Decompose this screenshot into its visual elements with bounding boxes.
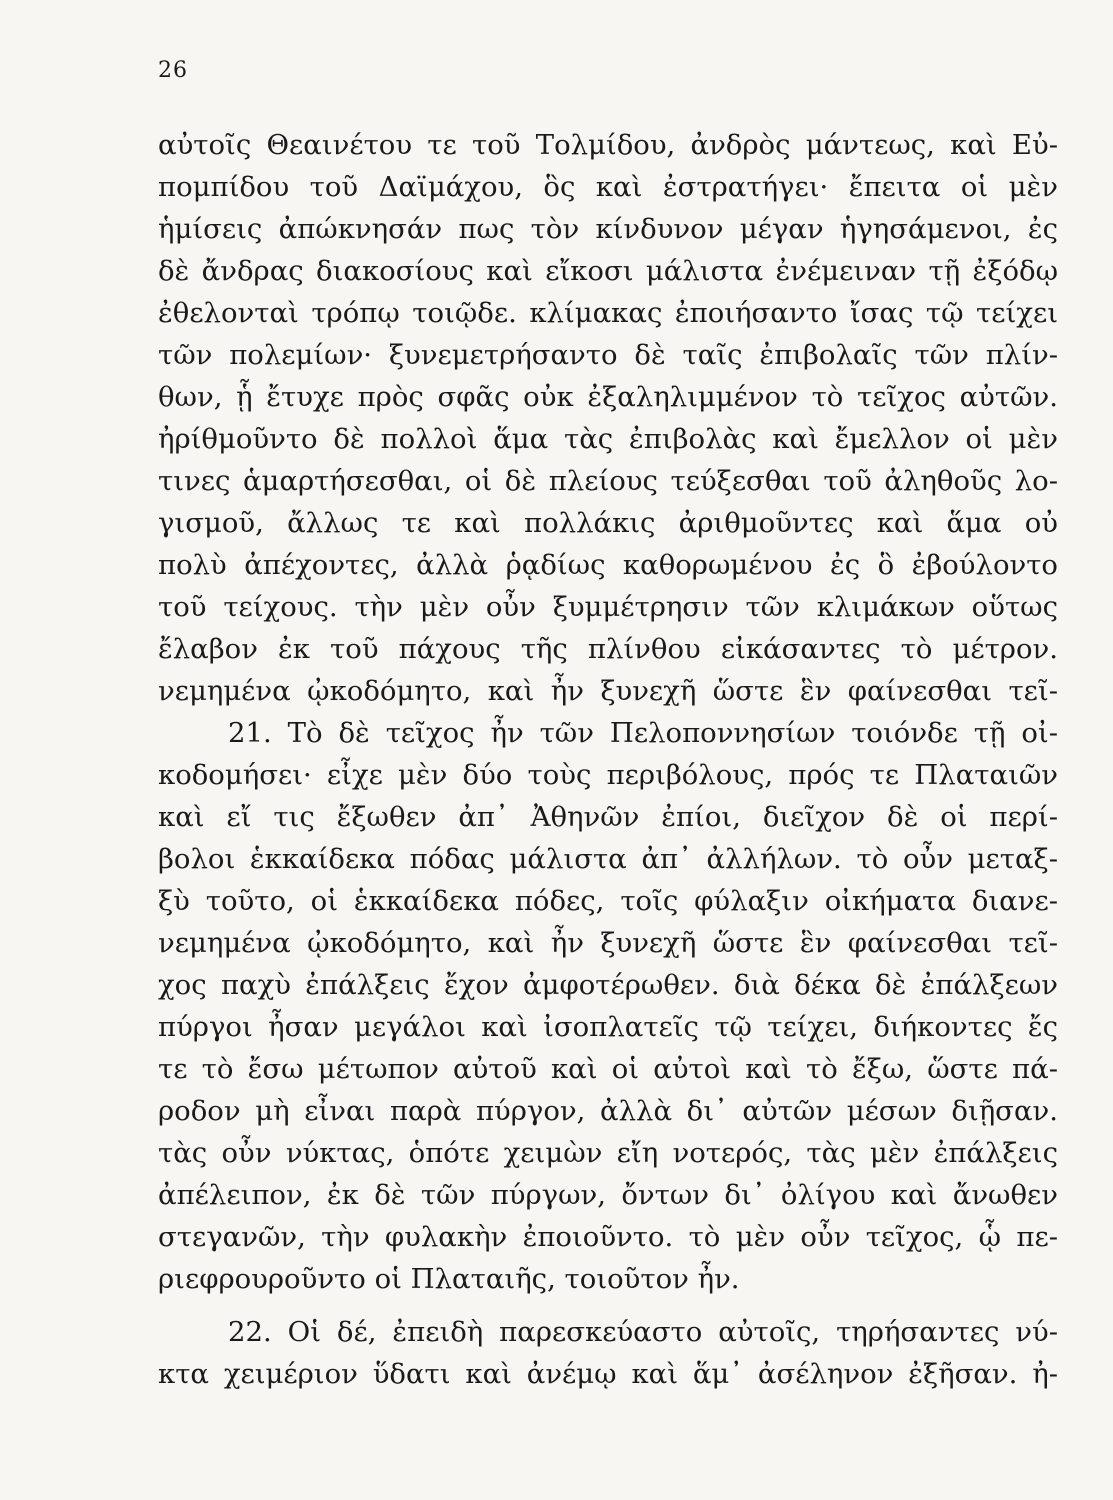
text-line: ἠρίθμοῦντο δὲ πολλοὶ ἅμα τὰς ἐπιβολὰς καὶ ἔμελλον οἱ μὲν: [158, 423, 1058, 455]
text-line: θων, ᾗ ἔτυχε πρὸς σφᾶς οὐκ ἐξαληλιμμένον τὸ τεῖχος αὐτῶν.: [158, 381, 1058, 413]
text-line: κτα χειμέριον ὕδατι καὶ ἀνέμῳ καὶ ἅμ᾽ ἀσέληνον ἐξῆσαν. ἠ-: [158, 1358, 1058, 1390]
text-line: καὶ εἴ τις ἔξωθεν ἀπ᾽ Ἀθηνῶν ἐπίοι, διεῖχον δὲ οἱ περί-: [158, 801, 1058, 833]
text-line: νεμημένα ᾠκοδόμητο, καὶ ἦν ξυνεχῆ ὥστε ἓν φαίνεσθαι τεῖ-: [158, 927, 1058, 959]
text-line: πύργοι ἦσαν μεγάλοι καὶ ἰσοπλατεῖς τῷ τείχει, διήκοντες ἔς: [158, 1011, 1058, 1043]
text-line: βολοι ἑκκαίδεκα πόδας μάλιστα ἀπ᾽ ἀλλήλων. τὸ οὖν μεταξ-: [158, 843, 1058, 875]
text-line: δὲ ἄνδρας διακοσίους καὶ εἴκοσι μάλιστα ἐνέμειναν τῇ ἐξόδῳ: [158, 255, 1058, 287]
text-line: χος παχὺ ἐπάλξεις ἔχον ἀμφοτέρωθεν. διὰ δέκα δὲ ἐπάλξεων: [158, 969, 1058, 1001]
section-heading-line: 22. Οἱ δέ, ἐπειδὴ παρεσκεύαστο αὐτοῖς, τηρήσαντες νύ-: [228, 1316, 1058, 1348]
text-line: τινες ἁμαρτήσεσθαι, οἱ δὲ πλείους τεύξεσθαι τοῦ ἀληθοῦς λο-: [158, 465, 1058, 497]
text-line: αὐτοῖς Θεαινέτου τε τοῦ Τολμίδου, ἀνδρὸς μάντεως, καὶ Εὐ-: [158, 129, 1058, 161]
text-line: ριεφρουροῦντο οἱ Πλαταιῆς, τοιοῦτον ἦν.: [158, 1263, 740, 1295]
text-line: τε τὸ ἔσω μέτωπον αὐτοῦ καὶ οἱ αὐτοὶ καὶ τὸ ἔξω, ὥστε πά-: [158, 1053, 1058, 1085]
text-line: ἐθελονταὶ τρόπῳ τοιῷδε. κλίμακας ἐποιήσαντο ἴσας τῷ τείχει: [158, 297, 1058, 329]
page-number: 26: [158, 58, 188, 83]
text-line: κοδομήσει· εἶχε μὲν δύο τοὺς περιβόλους, πρός τε Πλαταιῶν: [158, 759, 1058, 791]
text-line: πομπίδου τοῦ Δαϊμάχου, ὃς καὶ ἐστρατήγει· ἔπειτα οἱ μὲν: [158, 171, 1058, 203]
text-line: τῶν πολεμίων· ξυνεμετρήσαντο δὲ ταῖς ἐπιβολαῖς τῶν πλίν-: [158, 339, 1058, 371]
text-line: πολὺ ἀπέχοντες, ἀλλὰ ῥᾳδίως καθορωμένου ἐς ὃ ἐβούλοντο: [158, 549, 1058, 581]
text-line: ροδον μὴ εἶναι παρὰ πύργον, ἀλλὰ δι᾽ αὐτῶν μέσων διῇσαν.: [158, 1095, 1058, 1127]
text-line: ξὺ τοῦτο, οἱ ἑκκαίδεκα πόδες, τοῖς φύλαξιν οἰκήματα διανε-: [158, 885, 1058, 917]
text-line: τοῦ τείχους. τὴν μὲν οὖν ξυμμέτρησιν τῶν κλιμάκων οὕτως: [158, 591, 1058, 623]
text-line: ἡμίσεις ἀπώκνησάν πως τὸν κίνδυνον μέγαν ἡγησάμενοι, ἐς: [158, 213, 1058, 245]
text-line: τὰς οὖν νύκτας, ὁπότε χειμὼν εἴη νοτερός, τὰς μὲν ἐπάλξεις: [158, 1137, 1058, 1169]
text-line: γισμοῦ, ἄλλως τε καὶ πολλάκις ἀριθμοῦντες καὶ ἅμα οὐ: [158, 507, 1058, 539]
text-line: ἀπέλειπον, ἐκ δὲ τῶν πύργων, ὄντων δι᾽ ὀλίγου καὶ ἄνωθεν: [158, 1179, 1058, 1211]
section-heading-line: 21. Τὸ δὲ τεῖχος ἦν τῶν Πελοποννησίων τοιόνδε τῇ οἰ-: [228, 717, 1058, 749]
text-line: στεγανῶν, τὴν φυλακὴν ἐποιοῦντο. τὸ μὲν οὖν τεῖχος, ᾧ πε-: [158, 1221, 1058, 1253]
text-line: ἔλαβον ἐκ τοῦ πάχους τῆς πλίνθου εἰκάσαντες τὸ μέτρον.: [158, 633, 1058, 665]
paragraph-main: [158, 124, 1058, 1300]
paragraph-22: [158, 1311, 1058, 1395]
text-line: νεμημένα ᾠκοδόμητο, καὶ ἦν ξυνεχῆ ὥστε ἓν φαίνεσθαι τεῖ-: [158, 675, 1058, 707]
